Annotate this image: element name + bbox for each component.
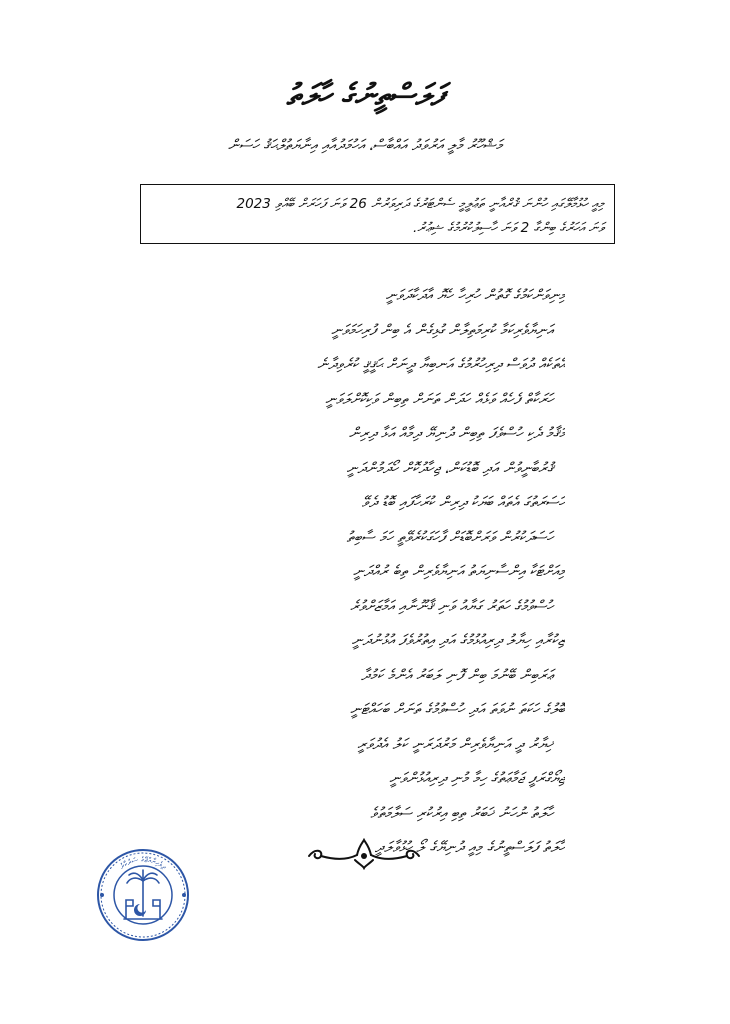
poem-line: ހާލަތު ފަލަސްތީނުގެ މިއީ ދުނިޔޭގެ ލޯ ހުޅުވާލަދީ [374,838,565,856]
poem-line: މިއަށްޓަކާ އިންސާނިޔަތު އަނިޔާވެރިން ތިބެ ރުއްދަނީ [352,562,565,580]
poem-line: ހަސަދަކުރުން ވަރަށްބޮޑަށް ފާހަގަކުރެވޭތީ ހަމަ ސާބިތު [346,527,553,546]
poem-line: ޢަރަބިން ބޭނުމަ ބިން ފޮނި ލަބަރު އެންމެ ކަމުދާ [361,665,553,684]
poem-line: ހުސްވުމުގެ ހަތަރު ގަޔާއު ވަނި ޤާނޫނާއި އަމާޒަށްވުރެ [350,596,553,615]
poem-line: ޤުރުބާނީވުން އަދި ބޮޑުކަން، ޖިހާދުކޮށް ހޯދަމުންދަނީ [346,458,553,477]
poem-line: ހާލަތު ނުހަނު ޚަބަރު ތިބި އިރުކުރި ސަލާމަތުވެ [370,803,553,822]
poem-line: ހަރަކާތް ފެހެއް ވަޅެއް ހަދަން ތަނަށް ތިބިން ވަކިކޮށްލަވަނީ [325,389,553,408]
seal-text: ދިވެހިރާއްޖޭގެ ސަރުކާރު [117,854,169,872]
notice-box [140,184,615,244]
notice-line-1: މިއީ ހުޅުމާލޭގައި ހުންނަ ޤުރްއާނީ ތަޢުލީމީ ސެންޓަރުގެ ދަރިވަރުން 26 ވަނަ ފަހަރަށް ބޭއްވި 2023 [236,196,604,212]
ornament-divider-icon [305,838,423,870]
notice-line-2: ވަނަ އަހަރުގެ ބިންގާ 2 ވަނަ ހާސިލުކުރުމުގެ ޝިޢުރު. [412,220,604,236]
poem-line: މިނިވަންކަމުގެ ގޮތުން ހުރިހާ ހެޔޮ އާދަކާދަވަނީ [385,286,565,304]
poem-line: ޚިޔާރު ދީ އަނިޔާވެރިން މަރުދަރަނީ ކަލު އެދުވަރީ [357,734,553,753]
poem-line: އަނިޔާވެރިކަމާ ކުރިމަތިލާން ގުޅިގެން އެ ބިން ފުރިހަމަވަނީ [331,320,553,339]
poem-line: މަޤާމު ދެކި ހުސްވެފަ ތިބިން ދުނިޔޭ ދިމާއް އަޅާ ދިރިން [348,424,565,442]
poem-line: ޖިޔޯގްރަފީ ޖަމާޢަތުގެ ހިމާ މުނި ދިރިއުޅުންވަނީ [389,769,565,787]
poem-line: ބޮލުގެ ހަކަތަ ނުވަތަ އަދި ހުސްވުމުގެ ތަނަށް ބަހައްޓަނީ [350,700,565,718]
poem-line: އެތަކެއް ދުވަސް ދިރިހުރުމުގެ އަނބިޔާ ދީނަށް ޙަޤީޤީ ކުރެވިދާނެ [317,355,565,373]
document-title: ފަލަސްތީނުގެ ހާލަތު [286,78,444,113]
poem-line: ހަސަރަތުގަ އެތައް ބަޔަކު ދިރިން ކުރަހާފައި ބޮޑު ދެވޭ [361,493,565,511]
poem-body [180,278,565,865]
document-subtitle: މަޝްހޫރު މާލީ އަރުވަދު އައްބާސް، އަހުމަދުއާއި އިނާޔަތުލްޙަޤު ހަސަން [228,136,502,154]
poem-line: ޒިކުރާއި ހިޔާލު ދިރިއުޅުމުގެ އަދި އިތުރުވެފަ އުޅުނުދަނީ [351,631,565,649]
official-seal-icon [96,848,190,942]
